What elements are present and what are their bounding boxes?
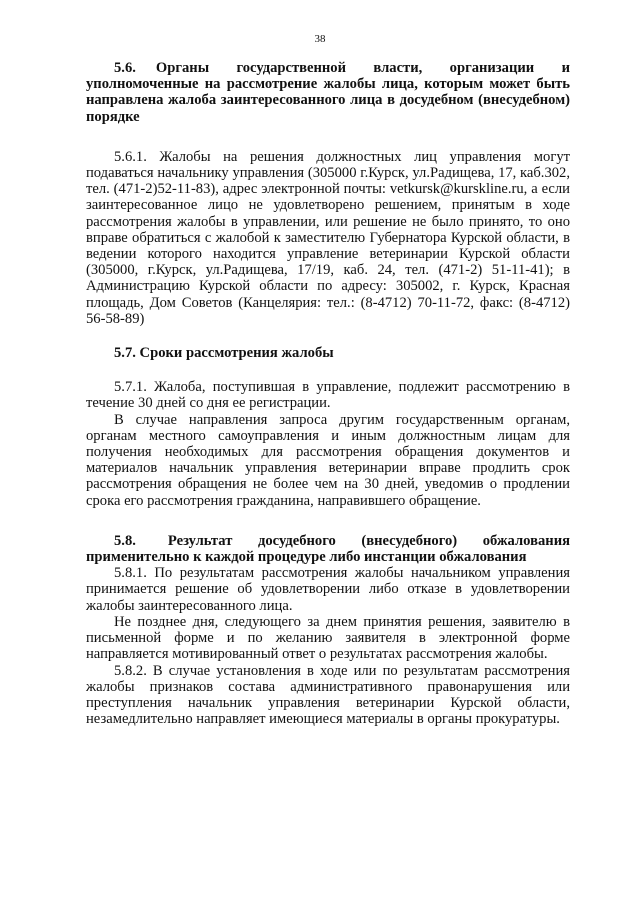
paragraph-5-8-2: 5.8.2. В случае установления в ходе или по результатам рассмотрения жалобы признаков состава административного правонарушения или преступления начальник управления ветеринарии Курской области, незамедлительно направляет имеющиеся материалы в органы прокуратуры. <box>86 662 570 728</box>
section-5-6-heading <box>86 60 570 125</box>
paragraph-5-6-1: 5.6.1. Жалобы на решения должностных лиц управления могут подаваться начальнику управления (305000 г.Курск, ул.Радищева, 17, каб.302, тел. (471-2)52-11-83), адрес электронной почты: vetkursk@kurskline.ru, а если заинтересованное лицо не удовлетворено решением, принятым в ходе рассмотрения жалобы в управлении, или решение не было принято, то оно вправе обратиться с жалобой к заместителю Губернатора Курской области, в ведении которого находится управление ветеринарии Курской области (305000, г.Курск, ул.Радищева, 17/19, каб. 24, тел. (471-2) 51-11-41); в Администрацию Курской области по адресу: 305002, г. Курск, Красная площадь, Дом Советов (Канцелярия: тел.: (8-4712) 70-11-72, факс: (8-4712) 56-58-89) <box>86 148 570 327</box>
section-5-8-title: Результат досудебного (внесудебного) обжалования применительно к каждой процедуре либо инстанции обжалования <box>86 532 570 566</box>
section-5-8-number: 5.8. <box>114 532 136 549</box>
section-5-7-heading: 5.7. Сроки рассмотрения жалобы <box>114 345 334 362</box>
paragraph-5-7-1: 5.7.1. Жалоба, поступившая в управление, подлежит рассмотрению в течение 30 дней со дня ее регистрации. <box>86 379 570 412</box>
section-5-8-heading <box>86 533 570 565</box>
section-5-6-number: 5.6. <box>114 60 136 76</box>
document-body <box>86 60 570 727</box>
paragraph-5-7-2: В случае направления запроса другим государственным органам, органам местного самоуправления и иным должностным лицам для получения необходимых для рассмотрения обращения документов и материалов начальник управления ветеринарии вправе продлить срок рассмотрения обращения не более чем на 30 дней, уведомив о продлении срока его рассмотрения гражданина, направившего обращение. <box>86 411 570 509</box>
page-number: 38 <box>314 33 326 45</box>
section-5-6-title: Органы государственной власти, организации и уполномоченные на рассмотрение жалобы лица, которым может быть направлена жалоба заинтересованного лица в досудебном (внесудебном) порядке <box>86 60 570 125</box>
paragraph-5-8-1-continued: Не позднее дня, следующего за днем принятия решения, заявителю в письменной форме и по желанию заявителя в электронной форме направляется мотивированный ответ о результатах рассмотрения жалобы. <box>86 613 570 663</box>
paragraph-5-8-1: 5.8.1. По результатам рассмотрения жалобы начальником управления принимается решение об удовлетворении либо отказе в удовлетворении жалобы заинтересованного лица. <box>86 565 570 614</box>
